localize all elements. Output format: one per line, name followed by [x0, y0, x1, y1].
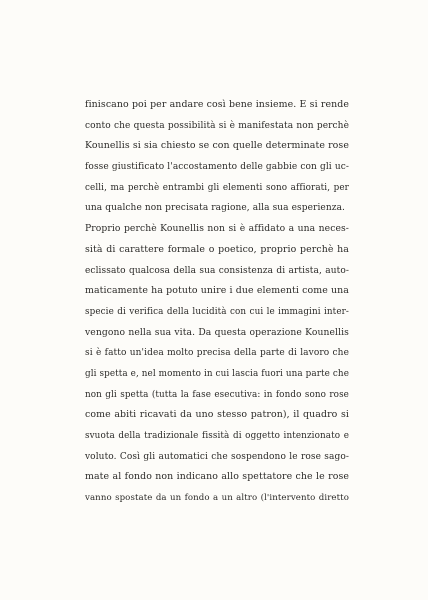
text-line: si è fatto un'idea molto precisa della parte di lavoro che [85, 348, 349, 359]
text-line: Kounellis si sia chiesto se con quelle determinate rose [85, 140, 349, 152]
text-line: Proprio perchè Kounellis non si è affidato a una neces- [85, 223, 349, 235]
text-line: voluto. Così gli automatici che sospendono le rose sago- [85, 451, 349, 462]
text-line: una qualche non precisata ragione, alla sua esperienza. [85, 203, 346, 214]
text-line: conto che questa possibilità si è manifestata non perchè [85, 120, 349, 131]
text-line: eclissato qualcosa della sua consistenza di artista, auto- [85, 265, 349, 276]
text-line: vanno spostate da un fondo a un altro (l'intervento diretto [85, 493, 349, 504]
text-line: sità di carattere formale o poetico, proprio perchè ha [85, 243, 349, 255]
text-line: come abiti ricavati da uno stesso patron), il quadro si [85, 409, 349, 421]
text-line: gli spetta e, nel momento in cui lascia fuori una parte che [85, 368, 349, 379]
text-line: vengono nella sua vita. Da questa operazione Kounellis [85, 326, 349, 338]
text-line: maticamente ha potuto unire i due elementi come una [85, 285, 349, 297]
text-line: celli, ma perchè entrambi gli elementi sono affiorati, per [85, 182, 349, 193]
text-line: finiscano poi per andare così bene insieme. E si rende [85, 99, 349, 110]
text-line: svuota della tradizionale fissità di oggetto intenzionato e [85, 431, 349, 441]
text-line: mate al fondo non indicano allo spettatore che le rose [85, 471, 349, 483]
text-line: non gli spetta (tutta la fase esecutiva: in fondo sono rose [85, 389, 349, 400]
text-line: fosse giustificato l'accostamento delle gabbie con gli uc- [85, 162, 349, 173]
body-text [85, 95, 349, 509]
text-line: specie di verifica della lucidità con cui le immagini inter- [85, 306, 349, 317]
